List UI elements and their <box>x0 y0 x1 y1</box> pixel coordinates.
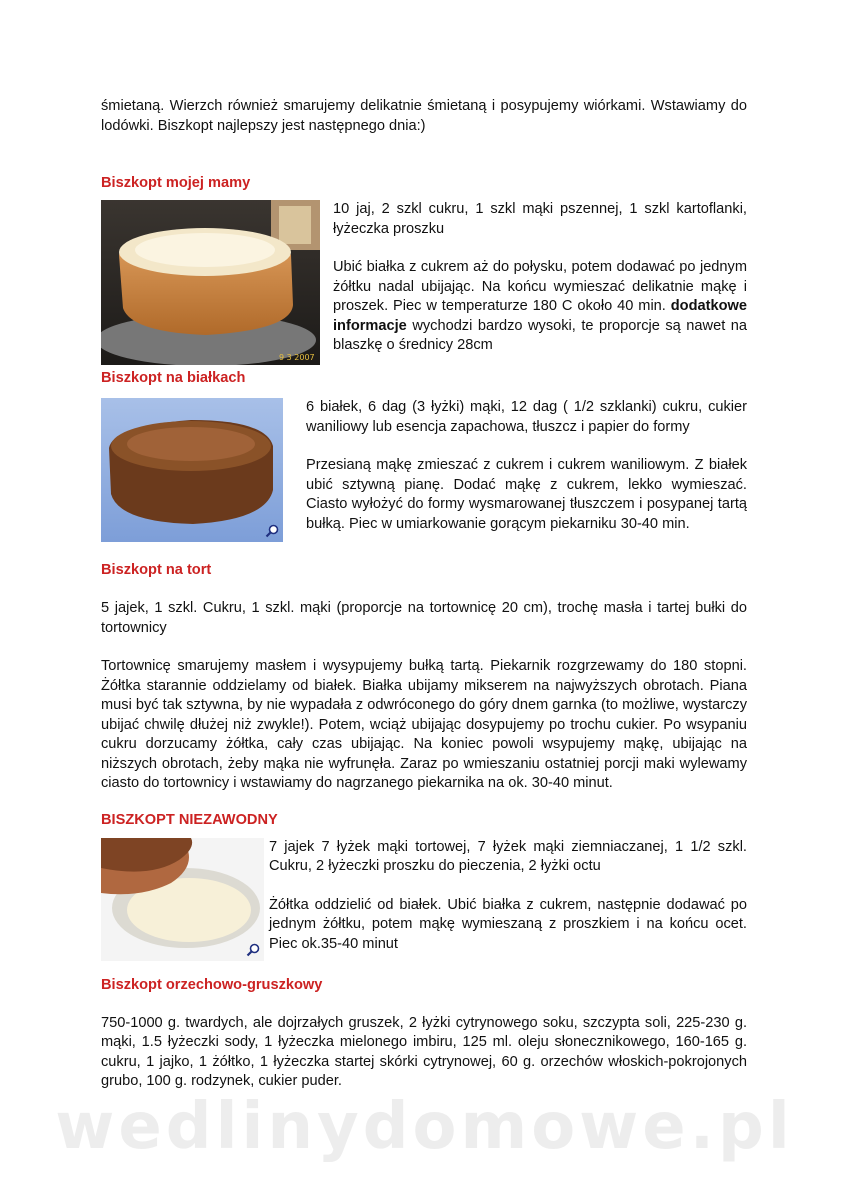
method-niezawodny: Żółtka oddzielić od białek. Ubić białka z cukrem, następnie dodawać po jednym żółtku, potem mąkę wymieszaną z proszkiem i na końcu ocet. Piec ok.35-40 minut <box>269 896 747 952</box>
method-mama-text: Ubić białka z cukrem aż do połysku, potem dodawać po jednym żółtku nadal ubijając. Na końcu wymieszać delikatnie mąkę i proszek. Piec w temperaturze 180 C około 40 min. <box>333 259 747 314</box>
recipe-bialka <box>101 398 747 546</box>
cake-photo-mama <box>101 200 320 365</box>
method-bialka: Przesianą mąkę zmieszać z cukrem i cukrem waniliowym. Z białek ubić sztywną pianę. Dodać mąkę z cukrem, lekko wymieszać. Ciasto wyłożyć do formy wysmarowanej tłuszczem i posypanej tartą bułką. Piec w umiarkowanie gorącym piekarniku 30-40 min. <box>306 457 747 532</box>
recipe-title-mama: Biszkopt mojej mamy <box>101 175 251 191</box>
cake-photo-niezawodny <box>101 838 264 961</box>
recipe-title-gruszkowy: Biszkopt orzechowo-gruszkowy <box>101 976 323 993</box>
ingredients-mama: 10 jaj, 2 szkl cukru, 1 szkl mąki pszennej, 1 szkl kartoflanki, łyżeczka proszku <box>333 201 747 237</box>
recipe-mama <box>101 200 747 365</box>
method-tort: Tortownicę smarujemy masłem i wysypujemy bułką tartą. Piekarnik rozgrzewamy do 180 stopni. Żółtka starannie oddzielamy od białek. Białka ubijamy mikserem na najwyższych obrotach. Piana musi być tak sztywna, by nie wypadała z odwróconego do góry dnem garnka (to możliwe, wystarczy ubijać chwilę dłużej niż zwykle!). Potem, wciąż ubijając dosypujemy po trochu cukier. Po wsypaniu cukru dorzucamy żółtka, cały czas ubijając. Na koniec powoli wsypujemy mąkę, ubijając na niższych obrotach, żeby mąka nie wyfrunęła. Zaraz po wmieszaniu ostatniej porcji maki wylewamy ciasto do tortownicy i wstawiamy do nagrzanego piekarnika na ok. 30-40 minut. <box>101 658 747 791</box>
intro-paragraph: śmietaną. Wierzch również smarujemy delikatnie śmietaną i posypujemy wiórkami. Wstawiamy do lodówki. Biszkopt najlepszy jest następnego dnia:) <box>101 98 747 134</box>
magnifier-icon[interactable] <box>246 943 260 957</box>
watermark: wedlinydomowe.pl <box>55 1090 794 1164</box>
document-page <box>101 97 747 1092</box>
ingredients-tort: 5 jajek, 1 szkl. Cukru, 1 szkl. mąki (proporcje na tortownicę 20 cm), trochę masła i tartej bułki do tortownicy <box>101 600 747 636</box>
magnifier-icon[interactable] <box>265 524 279 538</box>
recipe-title-tort: Biszkopt na tort <box>101 562 212 578</box>
recipe-title-niezawodny: BISZKOPT NIEZAWODNY <box>101 811 278 828</box>
recipe-niezawodny <box>101 838 747 961</box>
ingredients-niezawodny: 7 jajek 7 łyżek mąki tortowej, 7 łyżek mąki ziemniaczanej, 1 1/2 szkl. Cukru, 2 łyżeczki proszku do pieczenia, 2 łyżki octu <box>269 838 747 874</box>
method-mama-extra-label: dodatkowe informacje <box>333 298 747 334</box>
cake-photo-bialka <box>101 398 283 542</box>
photo-date: 9 3 2007 <box>279 353 315 362</box>
ingredients-gruszkowy: 750-1000 g. twardych, ale dojrzałych gruszek, 2 łyżki cytrynowego soku, szczypta soli, 225-230 g. mąki, 1.5 łyżeczki sody, 1 łyżeczka mielonego imbiru, 125 ml. oleju słonecznikowego, 160-165 g. cukru, 1 jajko, 1 żółtko, 1 łyżeczka startej skórki cytrynowej, 60 g. orzechów włoskich-pokrojonych grubo, 100 g. rodzynek, cukier puder. <box>101 1014 747 1089</box>
recipe-title-bialka: Biszkopt na białkach <box>101 370 246 386</box>
ingredients-bialka: 6 białek, 6 dag (3 łyżki) mąki, 12 dag ( 1/2 szklanki) cukru, cukier waniliowy lub esencja zapachowa, tłuszcz i papier do formy <box>306 399 747 435</box>
method-mama-extra-text: wychodzi bardzo wysoki, te proporcje są nawet na blaszkę o średnicy 28cm <box>333 317 747 353</box>
